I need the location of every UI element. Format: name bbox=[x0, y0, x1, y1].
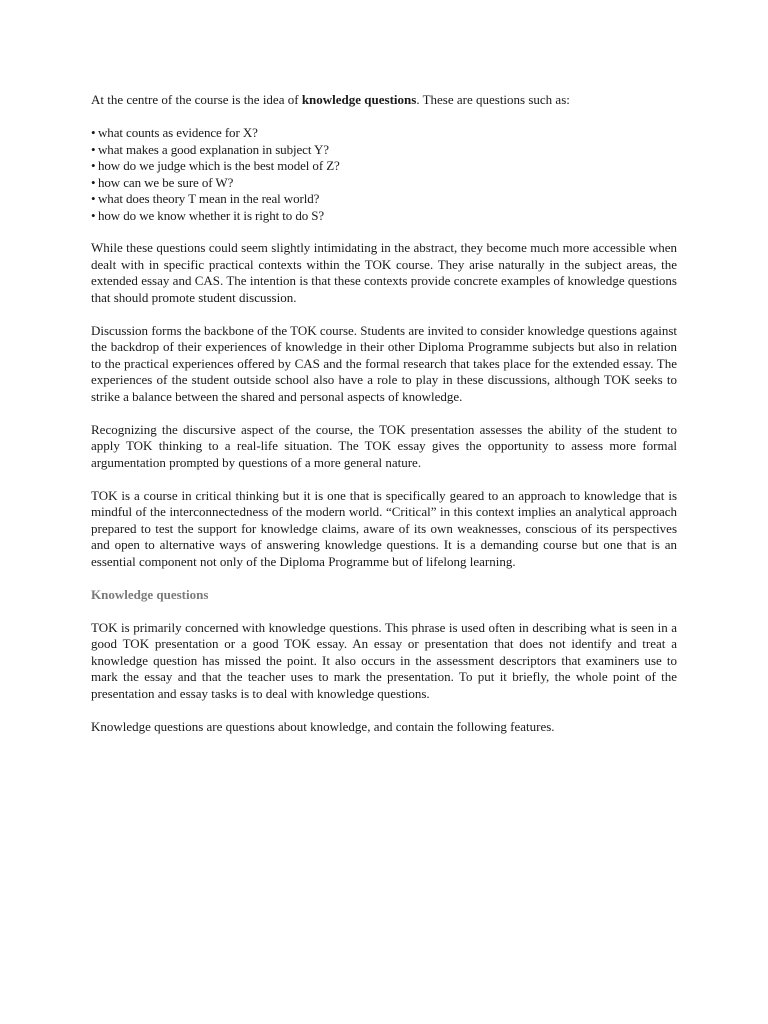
bullet-item bbox=[91, 175, 677, 192]
bullet-item bbox=[91, 208, 677, 225]
body-paragraph-contexts: While these questions could seem slightly intimidating in the abstract, they become much more accessible when dealt with in specific practical contexts within the TOK course. They arise naturally in the subject areas, the extended essay and CAS. The intention is that these contexts provide concrete examples of knowledge questions that should promote student discussion. bbox=[91, 240, 677, 305]
bullet-text: what counts as evidence for X? bbox=[98, 125, 258, 140]
bullet-item bbox=[91, 142, 677, 159]
bullet-text: what makes a good explanation in subject Y? bbox=[98, 141, 329, 157]
intro-bold-term: knowledge questions bbox=[301, 92, 417, 107]
bullet-icon: • bbox=[91, 158, 96, 173]
body-paragraph-critical-thinking: TOK is a course in critical thinking but it is one that is specifically geared to an approach to knowledge that is mindful of the interconnectedness of the modern world. “Critical” in this context implies an analytical approach prepared to test the support for knowledge claims, aware of its own weaknesses, conscious of its perspectives and open to alternative ways of answering knowledge questions. It is a demanding course but one that is an essential component not only of the Diploma Programme but of lifelong learning. bbox=[91, 487, 677, 569]
body-paragraph-tok-focus: TOK is primarily concerned with knowledge questions. This phrase is used often in describing what is seen in a good TOK presentation or a good TOK essay. An essay or presentation that does not identify and treat a knowledge question has missed the point. It also occurs in the assessment descriptors that examiners use to mark the essay and that the teacher uses to mark the presentation. To put it briefly, the whole point of the presentation and essay tasks is to deal with knowledge questions. bbox=[91, 619, 677, 701]
intro-text-before: At the centre of the course is the idea of bbox=[91, 92, 302, 107]
bullet-item bbox=[91, 125, 677, 142]
bullet-text: how do we judge which is the best model of Z? bbox=[98, 158, 340, 173]
bullet-text: what does theory T mean in the real world? bbox=[98, 191, 320, 206]
bullet-icon: • bbox=[91, 207, 96, 223]
section-heading: Knowledge questions bbox=[91, 586, 209, 602]
bullet-text: how can we be sure of W? bbox=[98, 174, 234, 190]
bullet-item bbox=[91, 191, 677, 208]
body-paragraph-discussion: Discussion forms the backbone of the TOK course. Students are invited to consider knowledge questions against the backdrop of their experiences of knowledge in their other Diploma Programme subjects but also in relation to the practical experiences offered by CAS and the formal research that takes place for the extended essay. The experiences of the student outside school also have a role to play in these discussions, although TOK seeks to strike a balance between the shared and personal aspects of knowledge. bbox=[91, 322, 677, 404]
document-page bbox=[91, 92, 677, 752]
bullet-icon: • bbox=[91, 125, 96, 140]
question-bullet-list bbox=[91, 125, 677, 224]
bullet-icon: • bbox=[91, 191, 96, 206]
intro-text-after: . These are questions such as: bbox=[416, 92, 570, 107]
bullet-icon: • bbox=[91, 141, 96, 157]
bullet-text: how do we know whether it is right to do S? bbox=[98, 207, 325, 223]
bullet-icon: • bbox=[91, 174, 96, 190]
intro-paragraph bbox=[91, 92, 677, 109]
body-paragraph-features: Knowledge questions are questions about knowledge, and contain the following features. bbox=[91, 718, 555, 734]
body-paragraph-assessment: Recognizing the discursive aspect of the course, the TOK presentation assesses the ability of the student to apply TOK thinking to a real-life situation. The TOK essay gives the opportunity to assess more formal argumentation prompted by questions of a more general nature. bbox=[91, 421, 677, 470]
bullet-item bbox=[91, 158, 677, 175]
